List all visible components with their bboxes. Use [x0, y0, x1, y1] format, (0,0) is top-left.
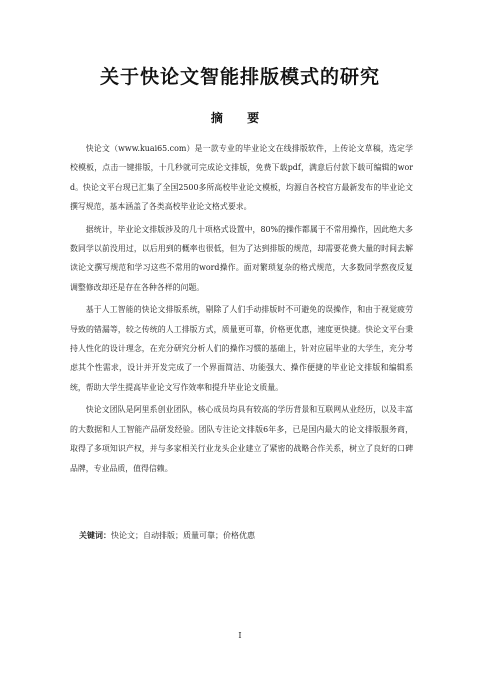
abstract-heading: 摘 要: [210, 111, 270, 125]
document-title: 关于快论文智能排版模式的研究: [99, 66, 380, 88]
keywords-text: 快论文；自动排版；质量可靠；价格优惠: [111, 531, 255, 540]
abstract-body: [70, 139, 413, 481]
keywords-line: [79, 528, 414, 544]
abstract-paragraph-1: 快论文（www.kuai65.com）是一款专业的毕业论文在线排版软件，上传论文草稿，选定学校模板，点击一键排版，十几秒就可完成论文排版，免费下载pdf，满意后付款下载可编辑的word。快论文平台现已汇集了全国2500多所高校毕业论文模板，均源自各校官方最新发布的毕业论文撰写规范，基本涵盖了各类高校毕业论文格式要求。: [70, 144, 413, 212]
abstract-paragraph-3: 基于人工智能的快论文排版系统，剔除了人们手动排版时不可避免的误操作，和由于视觉疲劳导致的错漏等，较之传统的人工排版方式，质量更可靠，价格更优惠，速度更快捷。快论文平台秉持人性化的设计理念，在充分研究分析人们的操作习惯的基础上，针对应届毕业的大学生，充分考虑其个性需求，设计并开发完成了一个界面简洁、功能强大、操作便捷的毕业论文排版和编辑系统，帮助大学生提高毕业论文写作效率和提升毕业论文质量。: [70, 305, 413, 392]
page-number: I: [238, 631, 242, 640]
abstract-paragraph-4: 快论文团队是阿里系创业团队，核心成员均具有较高的学历背景和互联网从业经历，以及丰富的大数据和人工智能产品研发经验。团队专注论文排版6年多，已是国内最大的论文排版服务商，取得了多项知识产权，并与多家相关行业龙头企业建立了紧密的战略合作关系，树立了良好的口碑品牌，专业品质，值得信赖。: [70, 405, 413, 473]
keywords-label: 关键词：: [79, 531, 111, 540]
abstract-paragraph-2: 据统计，毕业论文排版涉及的几十项格式设置中，80%的操作都属于不常用操作，因此绝大多数同学以前没用过，以后用到的概率也很低，但为了达到排版的规范，却需要花费大量的时间去解读论文撰写规范和学习这些不常用的word操作。面对繁琐复杂的格式规范，大多数同学熬夜反复调整修改却还是存在各种各样的问题。: [70, 224, 413, 292]
